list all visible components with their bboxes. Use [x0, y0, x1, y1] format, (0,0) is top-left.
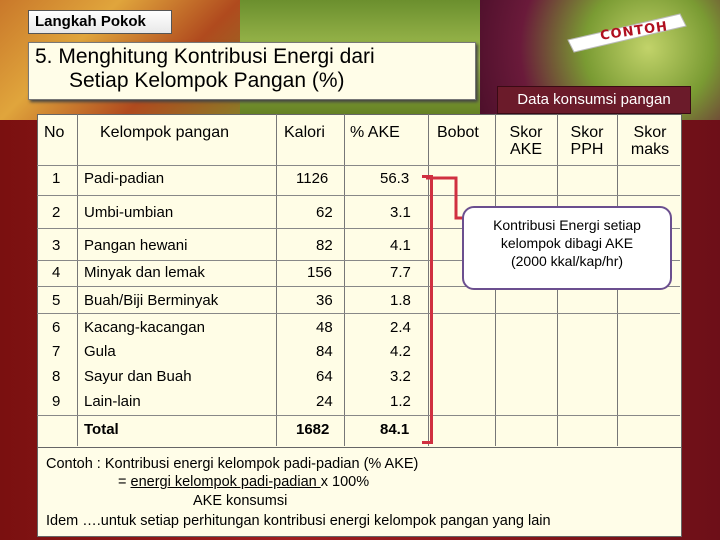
total-label: Total: [84, 421, 119, 438]
row-no: 8: [52, 368, 61, 385]
row-kelompok: Umbi-umbian: [84, 204, 174, 221]
header-skor-maks: [626, 124, 674, 158]
row-no: 2: [52, 204, 61, 221]
row-ake: 4.1: [390, 237, 411, 254]
badge-label: CONTOH: [599, 19, 669, 44]
row-kelompok: Minyak dan lemak: [84, 264, 205, 281]
header-skor-maks-line2: maks: [630, 141, 670, 158]
header-skor-pph: [566, 124, 608, 158]
callout-line-2: kelompok dibagi AKE: [500, 235, 634, 251]
row-kelompok: Padi-padian: [84, 170, 165, 187]
row-ake: 4.2: [390, 343, 411, 360]
slide-title: [28, 42, 476, 100]
row-no: 3: [52, 237, 61, 254]
callout-line-1: Kontribusi Energi setiap: [493, 217, 641, 233]
total-ake: 84.1: [380, 421, 410, 438]
row-no: 7: [52, 343, 61, 360]
note-line-2-prefix: =: [118, 474, 131, 490]
row-kalori: 82: [316, 237, 333, 254]
grid-line: [37, 313, 680, 314]
row-kelompok: Gula: [84, 343, 116, 360]
section-tag: Langkah Pokok: [28, 10, 172, 34]
row-ake: 2.4: [390, 319, 411, 336]
row-kelompok: Pangan hewani: [84, 237, 188, 254]
example-note: [37, 447, 682, 537]
note-line-4: Idem ….untuk setiap perhitungan kontribusi energi kelompok pangan yang lain: [46, 513, 551, 529]
row-kalori: 36: [316, 292, 333, 309]
row-kalori: 156: [307, 264, 333, 281]
note-line-1: Contoh : Kontribusi energi kelompok padi-padian (% AKE): [46, 456, 419, 472]
header-skor-ake: [505, 124, 547, 158]
row-kalori: 24: [316, 393, 333, 410]
header-no: No: [44, 124, 65, 141]
grid-line: [37, 165, 680, 166]
grid-line: [37, 195, 680, 196]
header-skor-ake-line2: AKE: [509, 141, 542, 158]
callout-line-3: (2000 kkal/kap/hr): [510, 253, 624, 269]
total-kalori: 1682: [296, 421, 330, 438]
contoh-badge: [560, 10, 690, 54]
header-ake: % AKE: [350, 124, 400, 141]
row-no: 4: [52, 264, 61, 281]
note-line-3: AKE konsumsi: [193, 493, 288, 509]
note-line-2-suffix: x 100%: [320, 474, 370, 490]
row-kalori: 1126: [296, 170, 329, 187]
header-skor-maks-line1: Skor: [633, 124, 667, 141]
data-consumption-label: Data konsumsi pangan: [497, 86, 691, 114]
row-no: 9: [52, 393, 61, 410]
header-kalori: Kalori: [284, 124, 325, 141]
header-skor-pph-line2: PPH: [570, 141, 604, 158]
row-kalori: 48: [316, 319, 333, 336]
row-no: 5: [52, 292, 61, 309]
grid-line: [276, 114, 277, 446]
row-ake: 1.2: [390, 393, 411, 410]
row-kelompok: Buah/Biji Berminyak: [84, 292, 219, 309]
header-skor-ake-line1: Skor: [509, 124, 543, 141]
row-ake: 1.8: [390, 292, 411, 309]
row-kelompok: Lain-lain: [84, 393, 141, 410]
grid-line: [344, 114, 345, 446]
row-kalori: 84: [316, 343, 333, 360]
row-ake: 3.1: [390, 204, 411, 221]
grid-line: [37, 415, 680, 416]
grid-line: [77, 114, 78, 446]
row-ake: 3.2: [390, 368, 411, 385]
row-kelompok: Sayur dan Buah: [84, 368, 192, 385]
title-line-2: Setiap Kelompok Pangan (%): [69, 69, 345, 92]
row-no: 6: [52, 319, 61, 336]
note-line-2: [118, 474, 369, 490]
header-kelompok: Kelompok pangan: [100, 124, 229, 141]
callout-note: [462, 206, 672, 290]
title-line-1: 5. Menghitung Kontribusi Energi dari: [35, 45, 375, 68]
row-kalori: 64: [316, 368, 333, 385]
row-no: 1: [52, 170, 61, 187]
header-skor-pph-line1: Skor: [570, 124, 604, 141]
row-ake: 56.3: [380, 170, 410, 187]
header-bobot: Bobot: [437, 124, 479, 141]
note-line-2-underlined: energi kelompok padi-padian: [130, 474, 321, 490]
row-ake: 7.7: [390, 264, 411, 281]
row-kalori: 62: [316, 204, 333, 221]
row-kelompok: Kacang-kacangan: [84, 319, 205, 336]
